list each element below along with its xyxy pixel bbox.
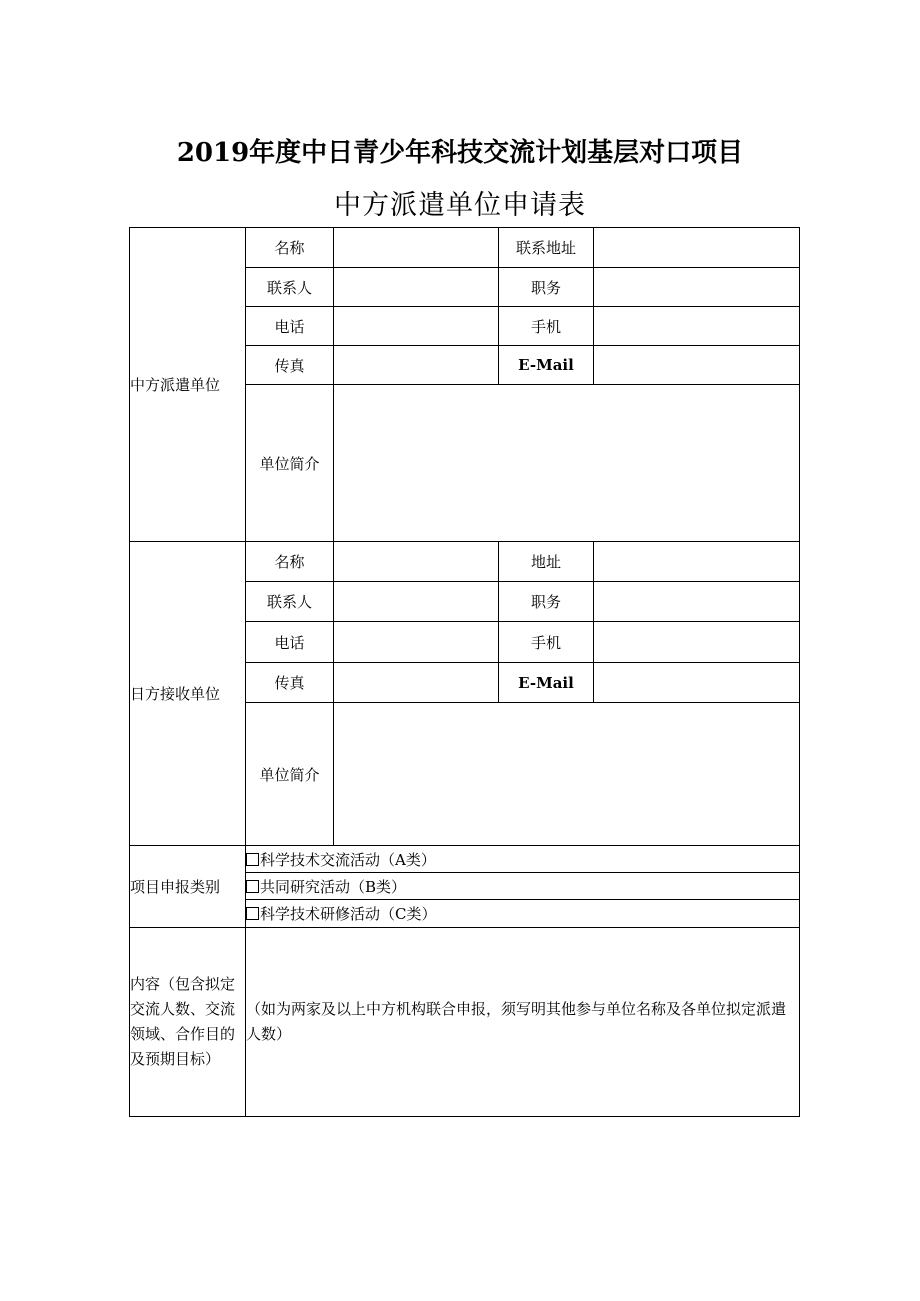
category-option-c-label: 科学技术研修活动（C类） xyxy=(260,905,437,923)
jp-email-label: E-Mail xyxy=(499,663,594,703)
checkbox-a[interactable] xyxy=(246,853,259,866)
cn-contact-field[interactable] xyxy=(334,268,499,307)
jp-phone-field[interactable] xyxy=(334,622,499,663)
jp-mobile-label: 手机 xyxy=(499,622,594,663)
jp-name-label: 名称 xyxy=(246,542,334,582)
cn-phone-label: 电话 xyxy=(246,307,334,346)
jp-intro-field[interactable] xyxy=(334,703,800,846)
japanese-unit-section-label: 日方接收单位 xyxy=(130,542,246,846)
cn-phone-field[interactable] xyxy=(334,307,499,346)
cn-address-label: 联系地址 xyxy=(499,228,594,268)
chinese-unit-section-label: 中方派遣单位 xyxy=(130,228,246,542)
cn-email-field[interactable] xyxy=(594,346,800,385)
jp-fax-field[interactable] xyxy=(334,663,499,703)
jp-address-label: 地址 xyxy=(499,542,594,582)
jp-fax-label: 传真 xyxy=(246,663,334,703)
project-category-label: 项目申报类别 xyxy=(130,846,246,928)
checkbox-c[interactable] xyxy=(246,907,259,920)
jp-email-field[interactable] xyxy=(594,663,800,703)
jp-address-field[interactable] xyxy=(594,542,800,582)
jp-name-field[interactable] xyxy=(334,542,499,582)
cn-mobile-field[interactable] xyxy=(594,307,800,346)
cn-mobile-label: 手机 xyxy=(499,307,594,346)
jp-intro-label: 单位简介 xyxy=(246,703,334,846)
form-title-line1: 2019年度中日青少年科技交流计划基层对口项目 xyxy=(176,138,744,168)
category-option-a[interactable] xyxy=(246,846,800,873)
cn-position-label: 职务 xyxy=(499,268,594,307)
content-label: 内容（包含拟定交流人数、交流领域、合作目的及预期目标） xyxy=(130,928,246,1117)
cn-fax-label: 传真 xyxy=(246,346,334,385)
content-note: （如为两家及以上中方机构联合申报，须写明其他参与单位名称及各单位拟定派遣人数） xyxy=(246,1000,787,1043)
jp-phone-label: 电话 xyxy=(246,622,334,663)
jp-position-field[interactable] xyxy=(594,582,800,622)
cn-fax-field[interactable] xyxy=(334,346,499,385)
cn-name-field[interactable] xyxy=(334,228,499,268)
jp-mobile-field[interactable] xyxy=(594,622,800,663)
jp-contact-field[interactable] xyxy=(334,582,499,622)
category-option-b[interactable] xyxy=(246,873,800,900)
cn-intro-field[interactable] xyxy=(334,385,800,542)
cn-contact-label: 联系人 xyxy=(246,268,334,307)
cn-address-field[interactable] xyxy=(594,228,800,268)
cn-name-label: 名称 xyxy=(246,228,334,268)
cn-intro-label: 单位简介 xyxy=(246,385,334,542)
cn-position-field[interactable] xyxy=(594,268,800,307)
checkbox-b[interactable] xyxy=(246,880,259,893)
jp-contact-label: 联系人 xyxy=(246,582,334,622)
cn-email-label: E-Mail xyxy=(499,346,594,385)
application-form-table xyxy=(129,227,800,1117)
jp-position-label: 职务 xyxy=(499,582,594,622)
category-option-a-label: 科学技术交流活动（A类） xyxy=(260,850,436,869)
category-option-c[interactable] xyxy=(246,900,800,928)
form-title-line2: 中方派遣单位申请表 xyxy=(334,190,586,221)
content-field[interactable] xyxy=(246,928,800,1117)
category-option-b-label: 共同研究活动（B类） xyxy=(260,877,407,896)
